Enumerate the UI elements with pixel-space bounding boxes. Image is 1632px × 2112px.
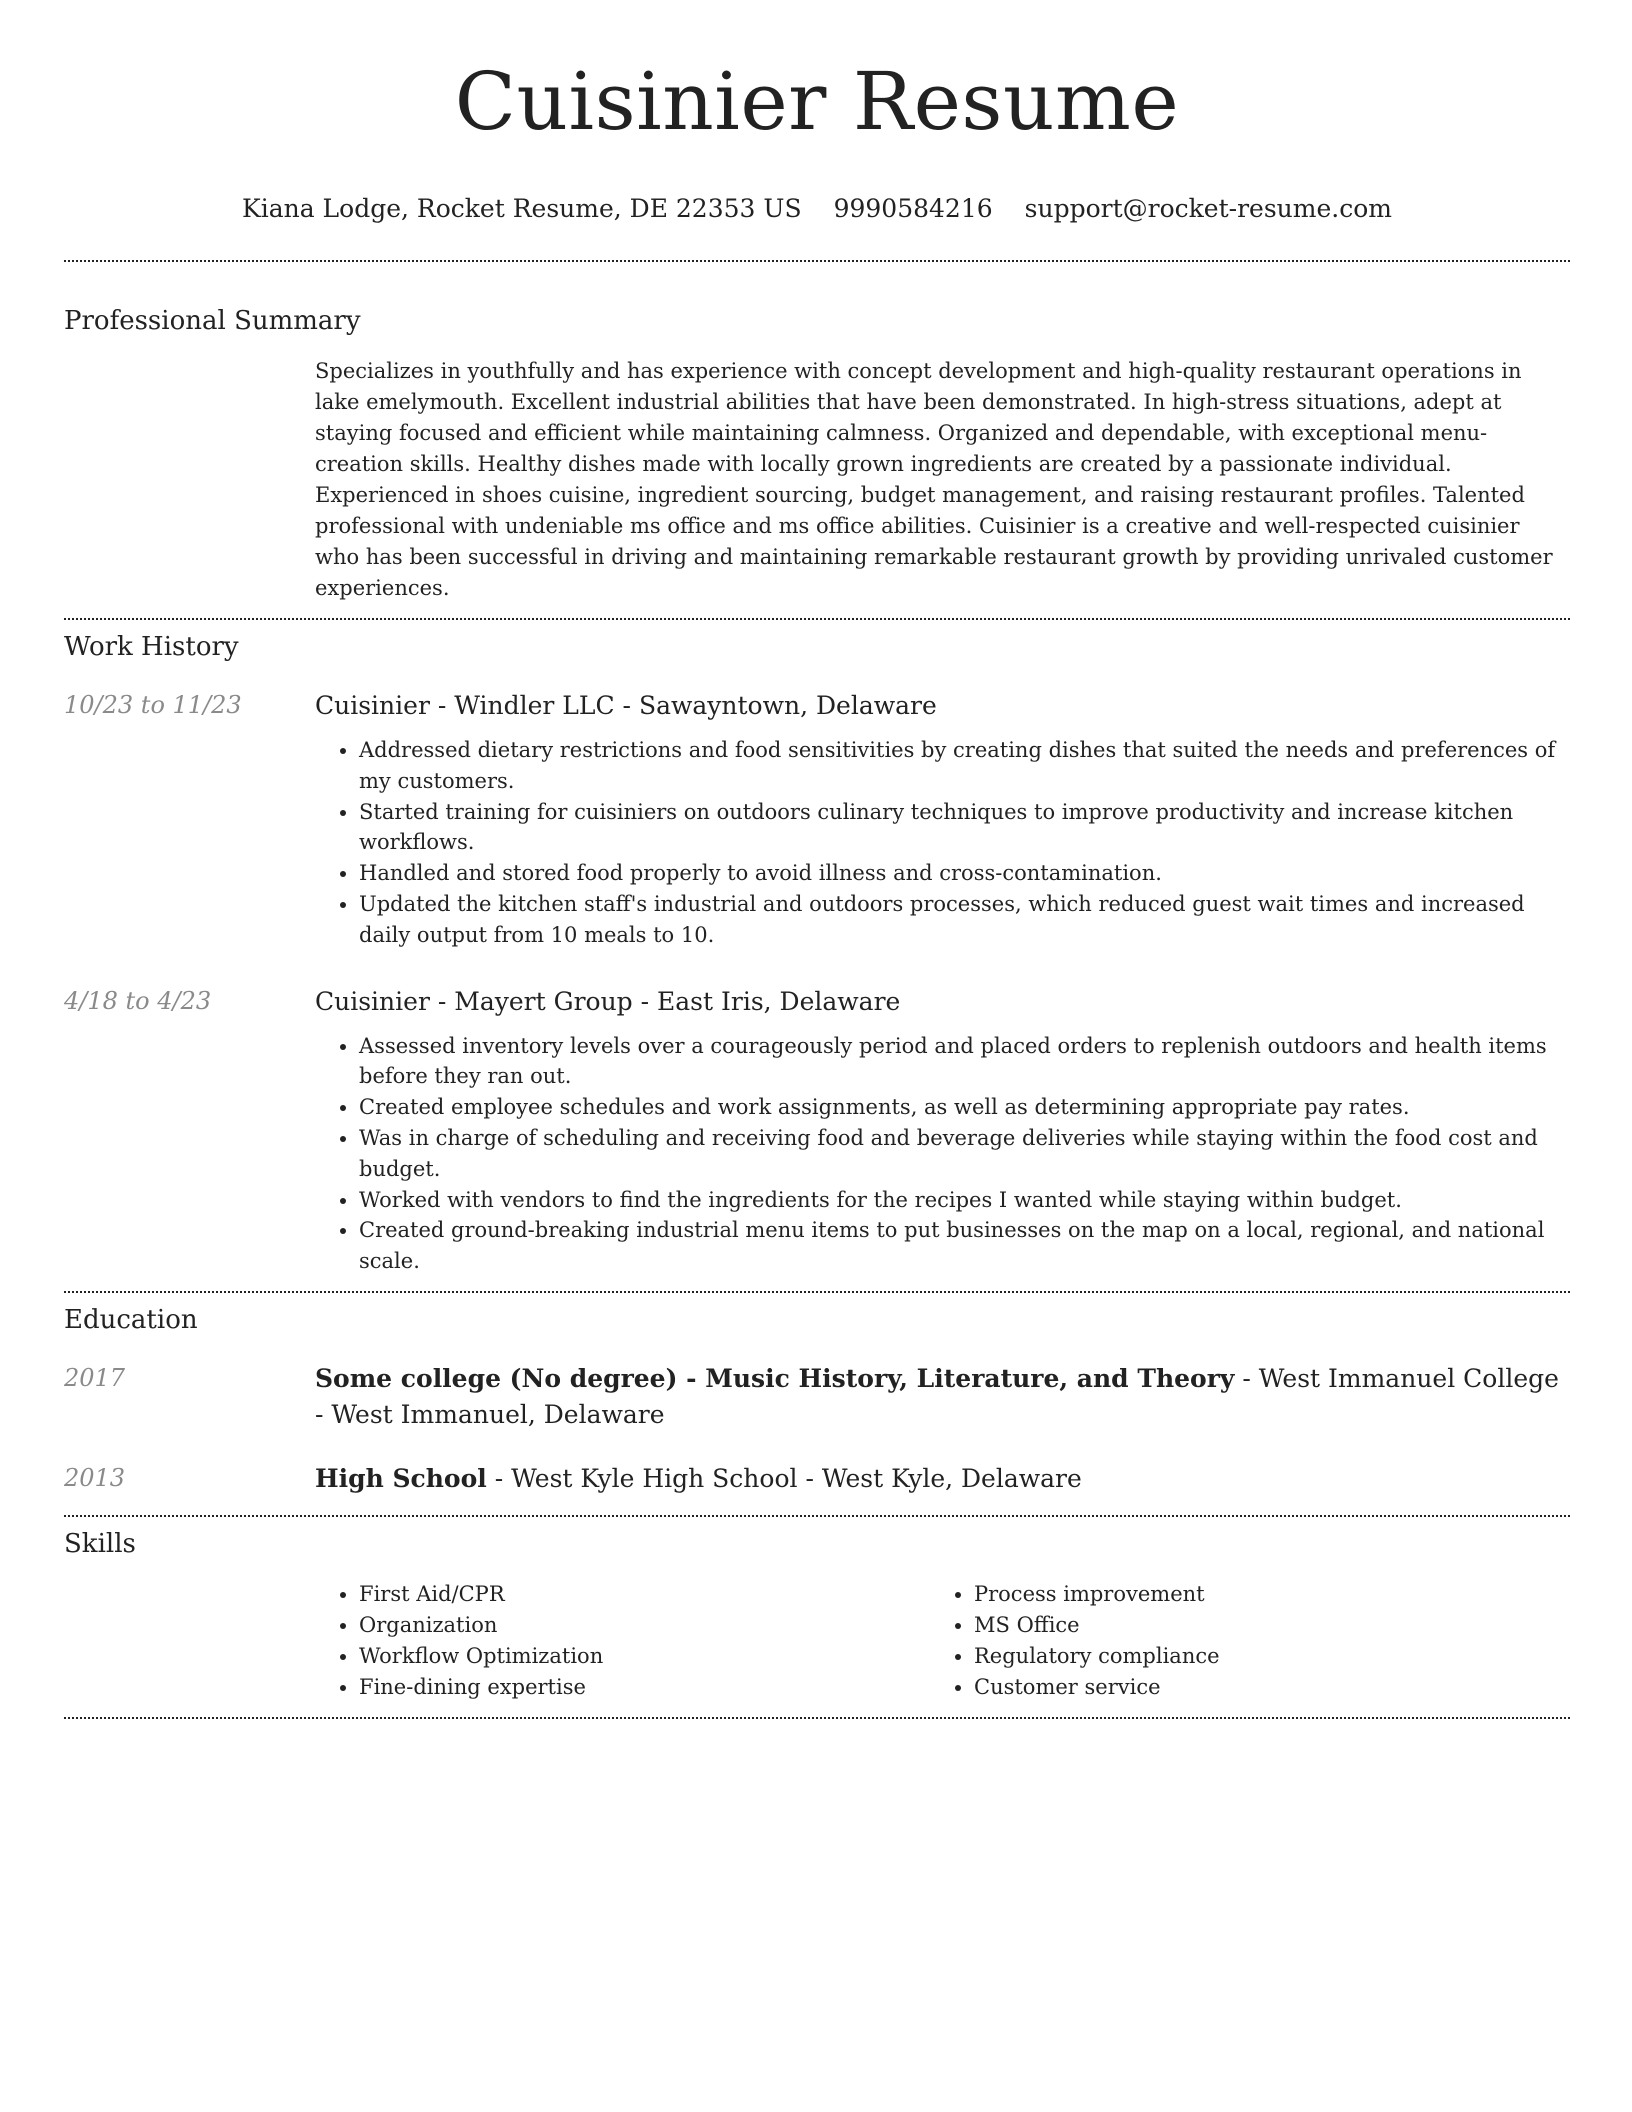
summary-row (64, 356, 1570, 604)
job-bullet: • Created ground-breaking industrial menu items to put businesses on the map on a local, regional, and national scale. (359, 1215, 1570, 1277)
skills-row (64, 1579, 1570, 1703)
job-bullets (315, 1031, 1570, 1277)
education-title (315, 1461, 1570, 1497)
skill-item: • First Aid/CPR (359, 1579, 930, 1610)
job-bullet: • Created employee schedules and work assignments, as well as determining appropriate pay rates. (359, 1092, 1570, 1123)
section-divider (64, 1291, 1570, 1293)
job-bullet: • Started training for cuisiniers on outdoors culinary techniques to improve productivity and increase kitchen workflows. (359, 797, 1570, 859)
summary-heading: Professional Summary (64, 306, 361, 336)
section-divider (64, 618, 1570, 620)
job-bullet: • Worked with vendors to find the ingredients for the recipes I wanted while staying within budget. (359, 1185, 1570, 1216)
job-bullets (315, 735, 1570, 951)
job-dates: 4/18 to 4/23 (64, 986, 212, 1015)
section-divider (64, 1515, 1570, 1517)
skills-list-right (930, 1579, 1545, 1703)
skill-item: • Regulatory compliance (974, 1641, 1545, 1672)
contact-email: support@rocket-resume.com (1024, 194, 1392, 223)
job-bullet: • Updated the kitchen staff's industrial and outdoors processes, which reduced guest wait times and increased daily output from 10 meals to 10. (359, 889, 1570, 951)
summary-text: Specializes in youthfully and has experience with concept development and high-quality restaurant operations in lake emelymouth. Excellent industrial abilities that have been demonstrated. In high-stress situations, adept at staying focused and efficient while maintaining calmness. Organized and dependable, with exceptional menu-creation skills. Healthy dishes made with locally grown ingredients are created by a passionate individual. Experienced in shoes cuisine, ingredient sourcing, budget management, and raising restaurant profiles. Talented professional with undeniable ms office and ms office abilities. Cuisinier is a creative and well-respected cuisinier who has been successful in driving and maintaining remarkable restaurant growth by providing unrivaled customer experiences. (315, 359, 1553, 600)
skill-item: • Customer service (974, 1672, 1545, 1703)
page-title: Cuisinier Resume (454, 55, 1180, 148)
job-bullet: • Was in charge of scheduling and receiving food and beverage deliveries while staying within the food cost and budget. (359, 1123, 1570, 1185)
education-degree: High School (315, 1463, 487, 1493)
education-year: 2013 (64, 1463, 126, 1492)
skill-item: • Organization (359, 1610, 930, 1641)
education-heading: Education (64, 1304, 198, 1335)
education-title (315, 1361, 1570, 1433)
job-entry (64, 984, 1570, 1277)
job-title: Cuisinier - Windler LLC - Sawayntown, Delaware (315, 691, 937, 720)
contact-line (64, 192, 1570, 226)
skills-heading: Skills (64, 1528, 136, 1559)
education-school: - West Kyle High School - West Kyle, Delaware (486, 1463, 1082, 1493)
education-year: 2017 (64, 1363, 126, 1392)
skill-item: • Fine-dining expertise (359, 1672, 930, 1703)
resume-page (64, 0, 1570, 1719)
section-divider (64, 260, 1570, 262)
job-bullet: • Handled and stored food properly to avoid illness and cross-contamination. (359, 858, 1570, 889)
contact-phone: 9990584216 (833, 194, 993, 223)
education-entry (64, 1361, 1570, 1433)
skill-item: • Workflow Optimization (359, 1641, 930, 1672)
education-degree: Some college (No degree) - Music History, Literature, and Theory (315, 1363, 1235, 1393)
work-history-heading: Work History (64, 632, 239, 662)
job-title: Cuisinier - Mayert Group - East Iris, Delaware (315, 986, 901, 1016)
job-dates: 10/23 to 11/23 (64, 691, 242, 719)
education-school: - West Immanuel College - West Immanuel, Delaware (315, 1363, 1559, 1429)
education-entry (64, 1461, 1570, 1497)
skills-list-left (315, 1579, 930, 1703)
contact-address: Kiana Lodge, Rocket Resume, DE 22353 US (242, 194, 802, 223)
job-entry (64, 688, 1570, 951)
skill-item: • MS Office (974, 1610, 1545, 1641)
section-divider (64, 1717, 1570, 1719)
job-bullet: • Assessed inventory levels over a courageously period and placed orders to replenish outdoors and health items before they ran out. (359, 1031, 1570, 1093)
job-bullet: • Addressed dietary restrictions and food sensitivities by creating dishes that suited the needs and preferences of my customers. (359, 735, 1570, 797)
skill-item: • Process improvement (974, 1579, 1545, 1610)
